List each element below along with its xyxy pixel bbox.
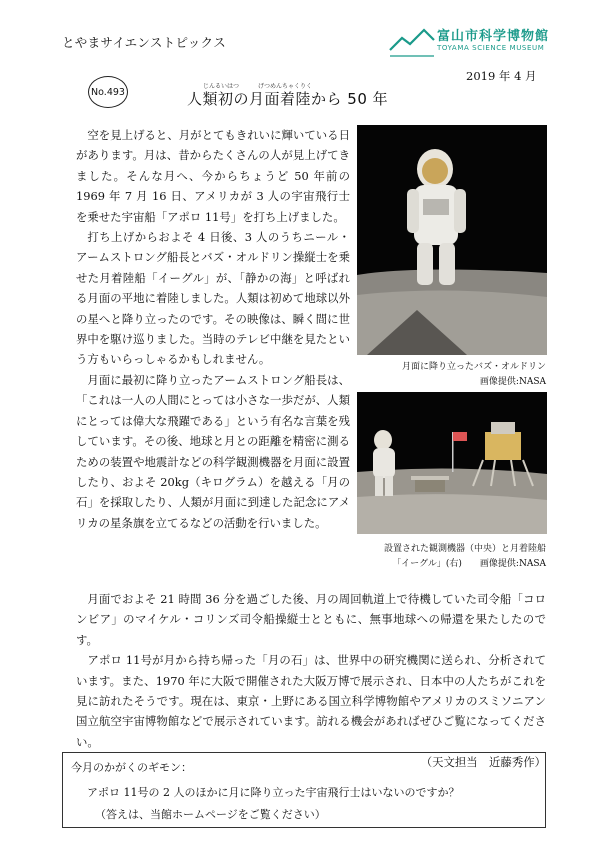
paragraph-4: 月面でおよそ 21 時間 36 分を過ごした後、月の周回軌道上で待機していた司令船「コロンビア」のマイケル・コリンズ司令船操縦士とともに、無事地球への帰還を果たしたのです。 [76,592,546,647]
museum-name-jp: 富山市科学博物館 [437,29,550,44]
photo1-credit: 画像提供:NASA [479,377,546,387]
quiz-answer: （答えは、当館ホームページをご覧ください） [95,808,326,821]
quiz-box [62,752,546,828]
series-title: とやまサイエンストピックス [62,35,227,50]
lunar-module-photo-icon [357,392,547,534]
photo-eagle [357,392,547,534]
title-ruby-1: じんるいはつ [203,83,240,90]
issue-number: No.493 [91,86,125,98]
photo2-credit: 「イーグル」(右) 画像提供:NASA [392,559,546,569]
title-ruby-2: げつめんちゃくりく [258,83,313,90]
photo-aldrin [357,125,547,355]
issue-date: 2019 年 4 月 [466,69,537,83]
author-signature: （天文担当 近藤秀作） [420,755,546,770]
paragraph-1: 空を見上げると、月がとてもきれいに輝いている日があります。月は、昔からたくさんの人が見上げてきました。そんな月へ、今からちょうど 50 年前の 1969 年 7 月 16 日、アメリカが 3 人の宇宙飛行士を乗せた宇宙船「アポロ 11号」を打ち上げました。 [76,128,350,224]
quiz-question: アポロ 11号の 2 人のほかに月に降り立った宇宙飛行士はいないのですか？ [87,786,460,799]
quiz-heading: 今月のかがくのギモン： [71,761,192,774]
astronaut-photo-icon [357,125,547,355]
article-full-width [76,589,546,773]
page-title: 人類初の月面着陸から 50 年 [187,90,389,108]
photo1-caption: 月面に降り立ったバズ・オルドリン [401,362,546,372]
issue-number-badge [88,76,128,108]
paragraph-2: 打ち上げからおよそ 4 日後、3 人のうちニール・アームストロング船長とバズ・オルドリン操縦士を乗せた月着陸船「イーグル」が、「静かの海」と呼ばれる月面の平地に着陸しました。人類は初めて地球以外の星へと降り立ったのです。その映像は、瞬く間に世界中を駆け巡りました。当時のテレビ中継を見たという方もいらっしゃるかもしれません。 [76,230,350,367]
article-column [76,125,350,533]
museum-name-en: TOYAMA SCIENCE MUSEUM [437,44,545,52]
photo2-caption: 設置された観測機器（中央）と月着陸船 [383,544,546,554]
paragraph-5: アポロ 11号が月から持ち帰った「月の石」は、世界中の研究機関に送られ、分析されています。また、1970 年に大阪で開催された大阪万博で展示され、日本中の人たちがこれを見に訪れたそうです。現在は、東京・上野にある国立科学博物館やアメリカのスミソニアン国立航空宇宙博物館などで展示されています。訪れる機会があればぜひご覧になってください。 [76,653,546,749]
paragraph-3: 月面に最初に降り立ったアームストロング船長は、「これは一人の人間にとっては小さな一歩だが、人類にとっては偉大な飛躍である」という有名な言葉を残しています。その後、地球と月との距離を精密に測るための装置や地震計などの科学観測機器を月面に設置したり、およそ 20kg（キログラム）を越える「月の石」を採取したり、人類が月面に到達した記念にアメリカの星条旗を立てるなどの活動を行いました。 [76,372,350,530]
